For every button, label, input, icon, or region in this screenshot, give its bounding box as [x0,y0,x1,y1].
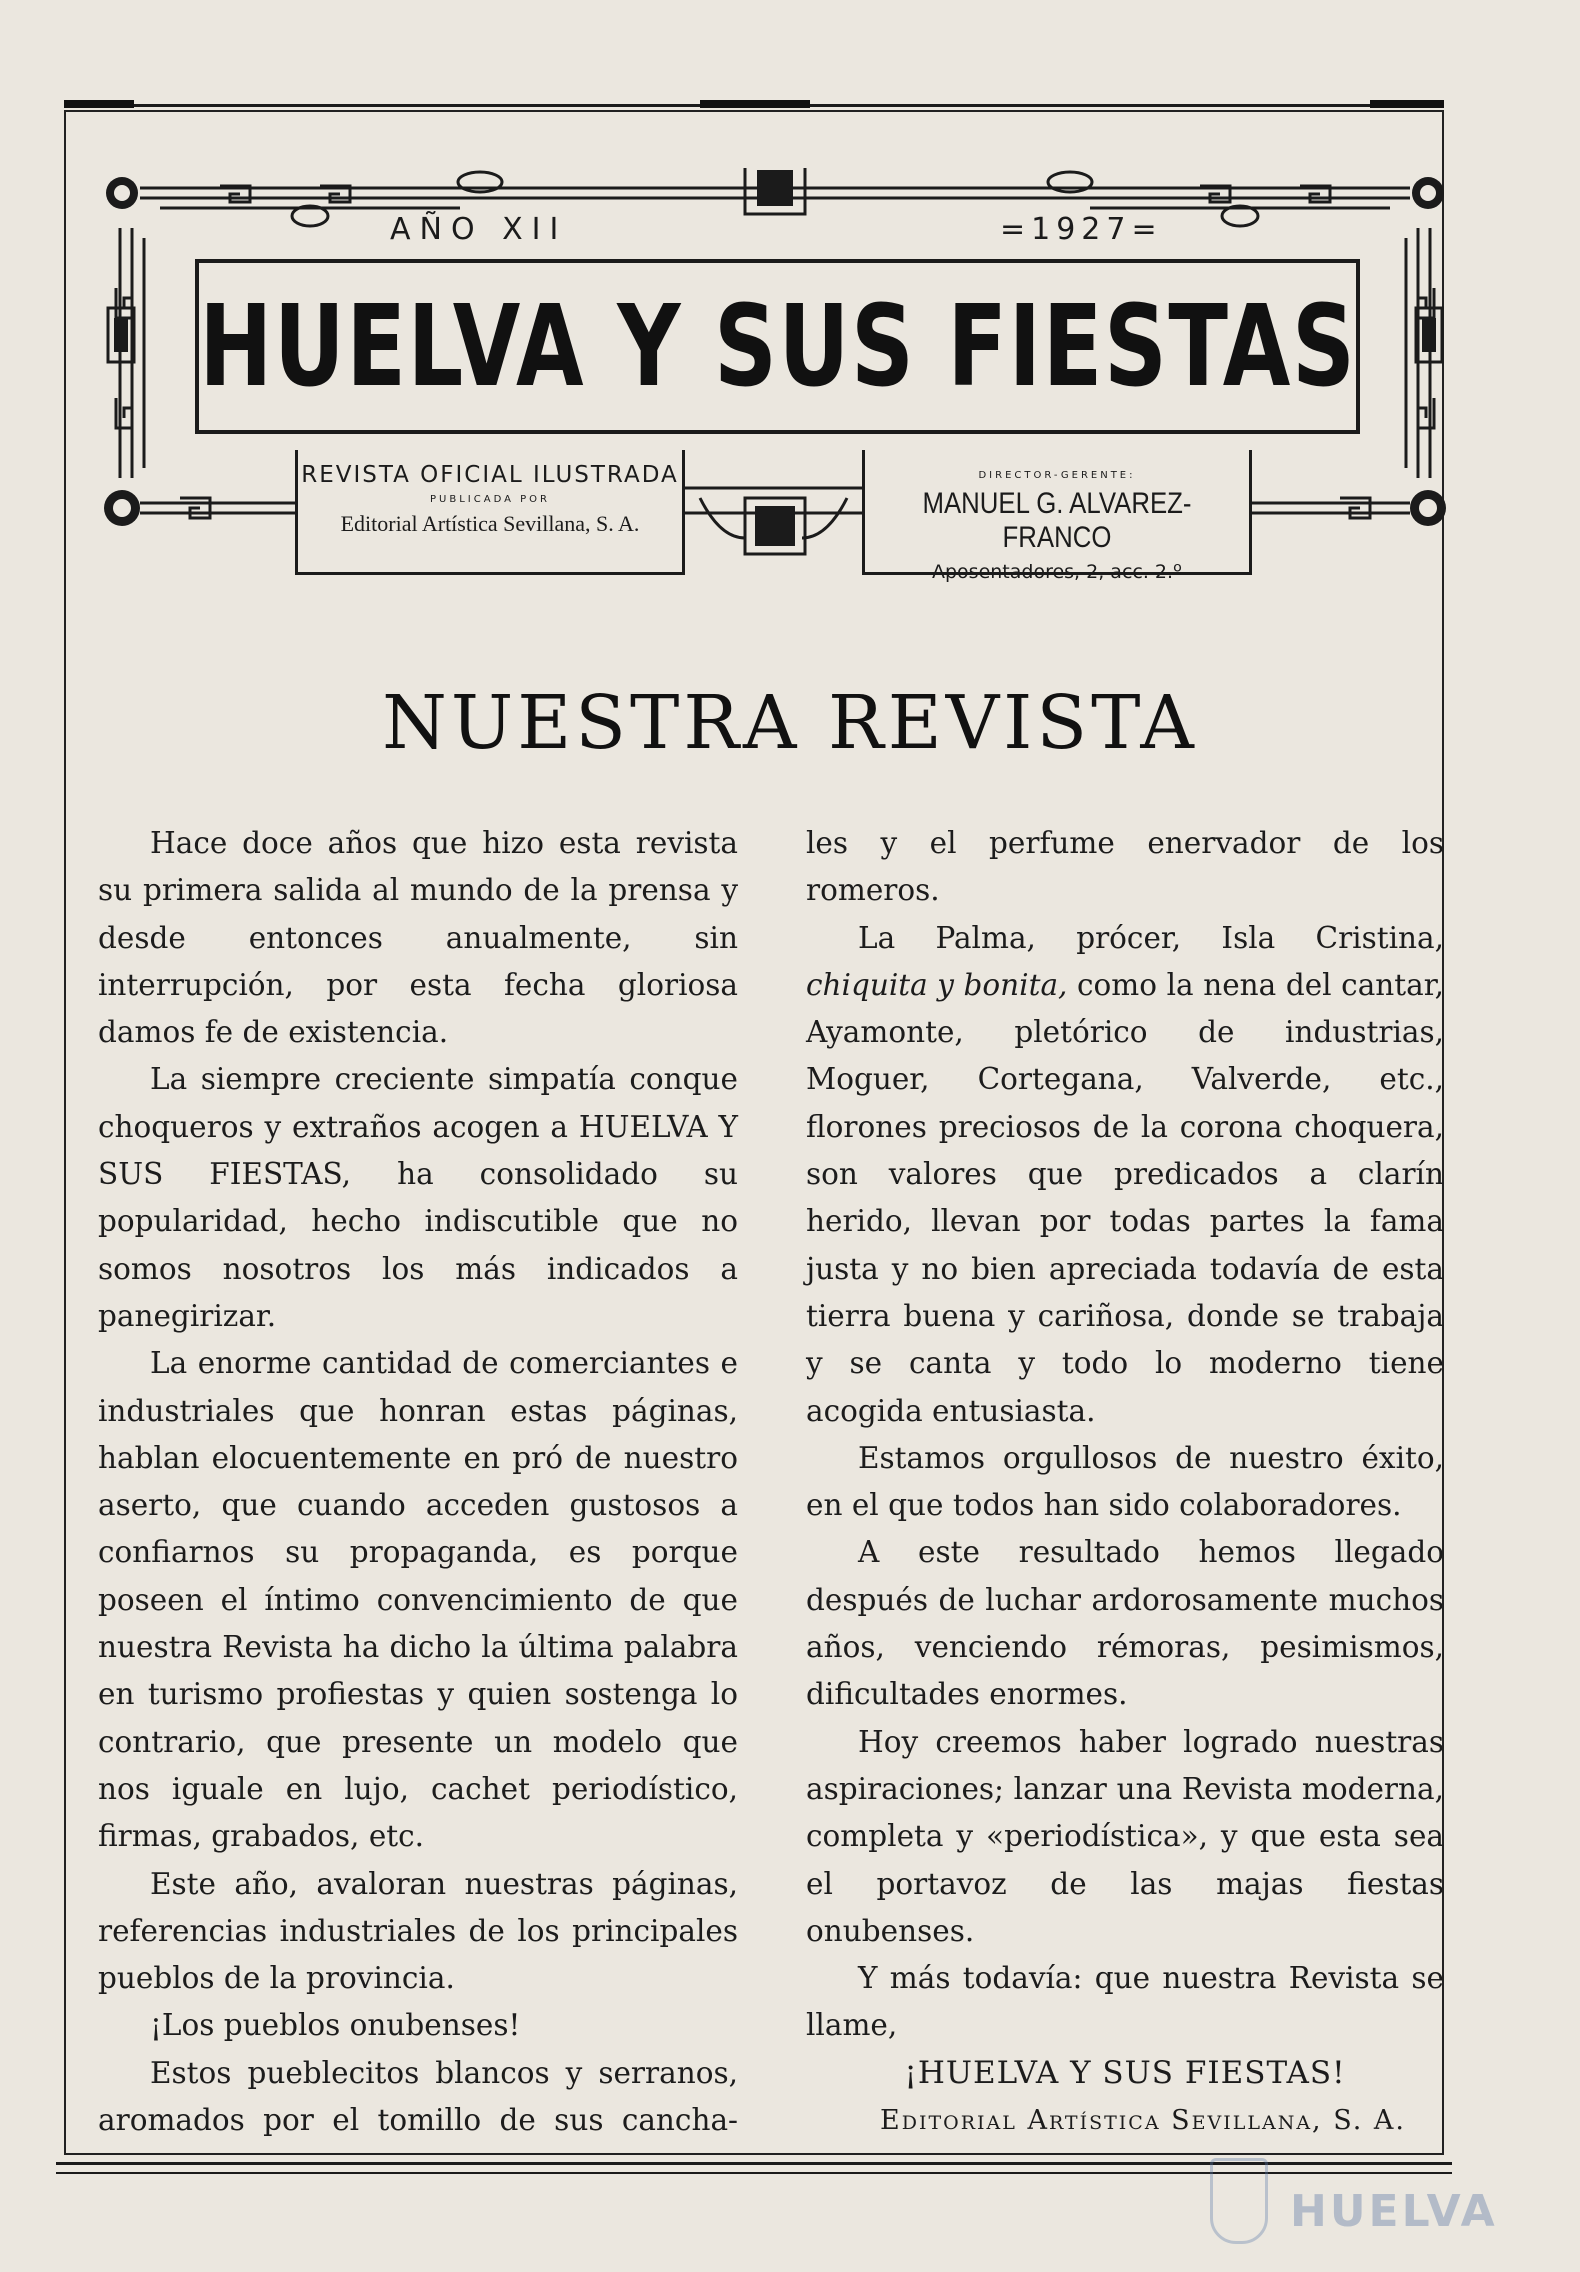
rule-tick [700,100,810,108]
paragraph: La siempre creciente simpatía conque choqueros y extraños acogen a HUELVA Y SUS FIESTAS, ha consolidado su popularidad, hecho indiscutible que no somos nosotros los más indicados a panegirizar. [98,1062,738,1333]
paragraph: ¡Los pueblos onubenses! [150,2008,521,2043]
watermark-text: HUELVA [1290,2186,1498,2237]
paragraph: A este resultado hemos llegado después de luchar ardorosamente muchos años, venciendo rémoras, pesimismos, dificultades enormes. [806,1535,1444,1712]
publisher-name: Editorial Artística Sevillana, S. A. [340,511,640,536]
masthead-title: HUELVA Y SUS FIESTAS [198,281,1357,412]
paragraph: La enorme cantidad de comerciantes e industriales que honran estas páginas, hablan elocuentemente en pró de nuestro aserto, que cuando acceden gustosos a confiarnos su propaganda, es porque poseen el íntimo convencimiento de que nuestra Revista ha dicho la última palabra en turismo profiestas y quien sostenga lo contrario, que presente un modelo que nos iguale en lujo, cachet periodístico, firmas, grabados, etc. [98,1346,738,1854]
subtitle: REVISTA OFICIAL ILUSTRADA [301,462,679,488]
publisher-box [295,450,685,575]
text-run: como la nena del cantar, Ayamonte, pletórico de industrias, Moguer, Cortegana, Valverde, etc., florones preciosos de la corona choquera, son valores que predicados a clarín herido, llevan por todas partes la fama justa y no bien apreciada todavía de esta tierra buena y cariñosa, donde se trabaja y se canta y todo lo moderno tiene acogida entusiasta. [806,967,1444,1428]
paragraph: les y el perfume enervador de los romeros. [806,826,1444,908]
right-column [806,820,1444,2144]
left-column [98,820,738,2144]
rule-tick [1370,100,1444,108]
paragraph: Este año, avaloran nuestras páginas, referencias industriales de los principales pueblos de la provincia. [98,1866,738,1996]
year-number: =1927= [1000,212,1163,247]
archive-watermark [1200,2150,1530,2260]
paragraph [806,915,1444,1435]
text-run: La Palma, prócer, Isla Cristina, [858,920,1444,955]
rule-tick [64,100,134,108]
address: Aposentadores, 2, acc. 2.º [931,561,1182,583]
signature: Editorial Artística Sevillana, S. A. [880,2105,1406,2137]
director-box [862,450,1252,583]
paragraph: Y más todavía: que nuestra Revista se llame, [806,1961,1444,2043]
published-by-label: PUBLICADA POR [430,494,550,505]
year-label: AÑO XII [390,212,568,247]
crest-icon [1210,2158,1268,2244]
closing-title: ¡HUELVA Y SUS FIESTAS! [904,2054,1346,2091]
masthead [100,168,1450,583]
paragraph: Estos pueblecitos blancos y serranos, aromados por el tomillo de sus cancha- [98,2055,738,2138]
director-label: DIRECTOR-GERENTE: [978,470,1136,481]
paragraph: Hoy creemos haber logrado nuestras aspiraciones; lanzar una Revista moderna, completa y «periodística», y que esta sea el portavoz de las majas fiestas onubenses. [806,1724,1444,1948]
paragraph: Estamos orgullosos de nuestro éxito, en el que todos han sido colaboradores. [806,1440,1444,1523]
italic-run: chiquita y bonita, [806,967,1068,1002]
director-name: MANUEL G. ALVAREZ-FRANCO [922,487,1192,554]
title-box [195,259,1360,434]
article-heading: NUESTRA REVISTA [382,680,1198,766]
paragraph: Hace doce años que hizo esta revista su primera salida al mundo de la prensa y desde entonces anualmente, sin interrupción, por esta fecha gloriosa damos fe de existencia. [98,826,738,1050]
